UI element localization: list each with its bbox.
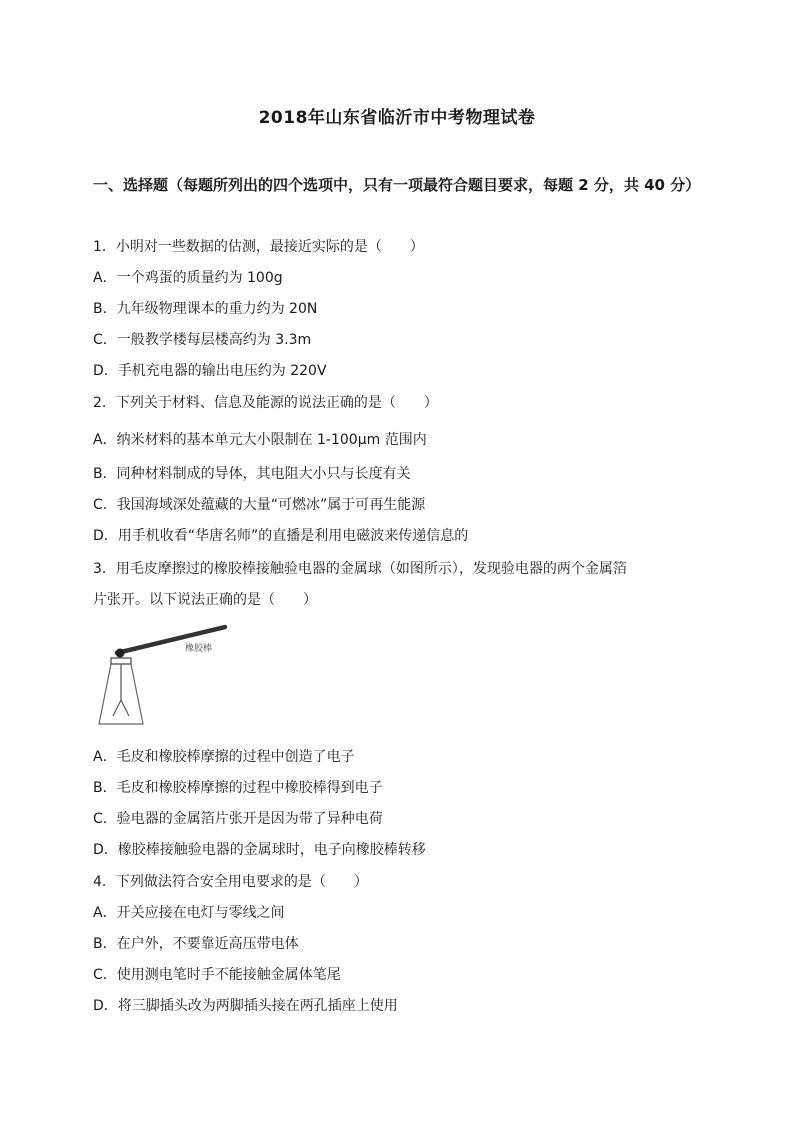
question-1-option-b: B．九年级物理课本的重力约为 20N (93, 301, 318, 317)
question-4-stem: 4．下列做法符合安全用电要求的是（ ） (93, 874, 368, 890)
question-2-stem: 2．下列关于材料、信息及能源的说法正确的是（ ） (93, 395, 438, 411)
question-3-option-c: C．验电器的金属箔片张开是因为带了异种电荷 (93, 811, 383, 827)
question-3-option-b: B．毛皮和橡胶棒摩擦的过程中橡胶棒得到电子 (93, 780, 383, 796)
question-1-option-d: D．手机充电器的输出电压约为 220V (93, 363, 327, 379)
electroscope-figure (93, 620, 233, 730)
question-4-option-a: A．开关应接在电灯与零线之间 (93, 905, 285, 921)
question-3-option-a: A．毛皮和橡胶棒摩擦的过程中创造了电子 (93, 749, 355, 765)
exam-title: 2018年山东省临沂市中考物理试卷 (258, 108, 536, 128)
question-2-option-d: D．用手机收看“华唐名师”的直播是利用电磁波来传递信息的 (93, 528, 469, 544)
foil-left-shape (113, 700, 121, 716)
question-3-option-d: D．橡胶棒接触验电器的金属球时，电子向橡胶棒转移 (93, 842, 426, 858)
question-2-option-c: C．我国海域深处蕴藏的大量“可燃冰”属于可再生能源 (93, 497, 426, 513)
foil-right-shape (121, 700, 129, 716)
stopper-shape (111, 658, 131, 664)
question-1-option-a: A．一个鸡蛋的质量约为 100g (93, 270, 283, 286)
section-heading: 一、选择题（每题所列出的四个选项中，只有一项最符合题目要求，每题 2 分，共 40 分） (93, 176, 701, 194)
question-4-option-c: C．使用测电笔时手不能接触金属体笔尾 (93, 967, 341, 983)
question-2-option-a: A．纳米材料的基本单元大小限制在 1-100μm 范围内 (93, 432, 427, 448)
metal-ball-shape (116, 649, 125, 658)
question-3-stem-line1: 3．用毛皮摩擦过的橡胶棒接触验电器的金属球（如图所示），发现验电器的两个金属箔 (93, 561, 627, 577)
figure-label-rubber-rod: 橡胶棒 (185, 644, 213, 654)
question-1-stem: 1．小明对一些数据的估测，最接近实际的是（ ） (93, 239, 424, 255)
question-3-stem-line2: 片张开。以下说法正确的是（ ） (93, 592, 317, 608)
question-4-option-b: B．在户外，不要靠近高压带电体 (93, 936, 299, 952)
question-1-option-c: C．一般教学楼每层楼高约为 3.3m (93, 332, 312, 348)
question-4-option-d: D．将三脚插头改为两脚插头接在两孔插座上使用 (93, 998, 398, 1014)
question-2-option-b: B．同种材料制成的导体，其电阻大小只与长度有关 (93, 466, 411, 482)
